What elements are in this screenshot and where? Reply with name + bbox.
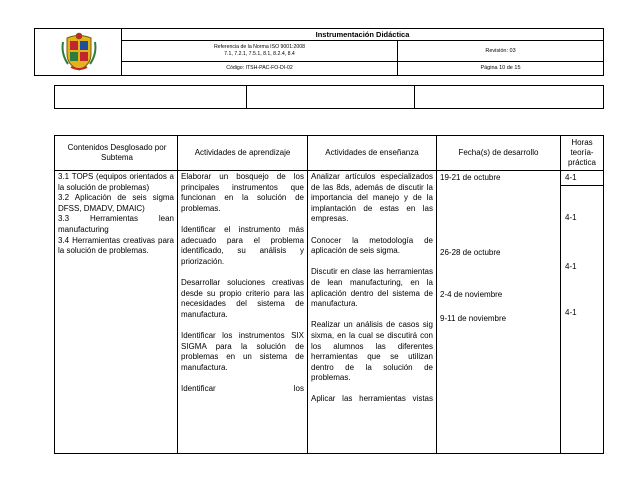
hours-item: 4-1 — [565, 213, 577, 222]
date-item: 9-11 de noviembre — [440, 314, 507, 323]
list-item: Aplicar las herramientas vistas — [311, 394, 433, 404]
blank-cell — [415, 86, 604, 108]
list-item: Elaborar un bosquejo de los principales instrumentos que funcionan en la solución de problemas. — [181, 172, 304, 213]
norm-reference-label: Referencia de la Norma ISO 9001:2008 — [213, 44, 306, 50]
document-title: Instrumentación Didáctica — [122, 29, 603, 41]
list-item: Discutir en clase las herramientas de lean manufacturing, en la aplicación dentro del sistema de manufactura. — [311, 267, 433, 309]
list-item: Identificar el instrumento más adecuado para el problema identificado, su análisis y priorización. — [181, 224, 304, 266]
list-item: 3.4 Herramientas creativas para la solución de problemas. — [58, 235, 174, 256]
document-code: Código: ITSH-PAC-FO-DI-02 — [122, 62, 398, 75]
teaching-activities-cell — [311, 172, 433, 452]
logo-cell — [35, 29, 122, 75]
hours-item: 4-1 — [565, 173, 577, 182]
list-item: 3.1 TOPS (equipos orientados a la solución de problemas) — [58, 172, 174, 192]
date-item: 19-21 de octubre — [440, 173, 501, 182]
header-dates: Fecha(s) de desarrollo — [458, 148, 539, 157]
list-item: Conocer la metodología de aplicación de seis sigma. — [311, 235, 433, 256]
page-number: Página 10 de 15 — [480, 65, 521, 71]
list-item: 3.3 Herramientas lean manufacturing — [58, 214, 174, 234]
norm-clauses: 7.1, 7.2.1, 7.5.1, 8.1, 8.2.4, 8.4 — [224, 50, 295, 57]
hours-row-divider — [560, 185, 603, 186]
blank-cell — [247, 86, 415, 108]
list-item: Analizar artículos especializados de las 8ds, además de discutir la importancia del manejo y de la implantación de estas en las empresas. — [311, 172, 433, 224]
list-item: 3.2 Aplicación de seis sigma DFSS, DMADV, DMAIC) — [58, 193, 174, 213]
date-item: 26-28 de octubre — [440, 248, 501, 257]
learning-activities-cell — [181, 172, 304, 452]
column-divider — [560, 136, 561, 453]
list-item: Realizar un análisis de casos sig sixma, en la cual se discutirá con los alumnos las diferentes herramientas que se utilizan dentro de la solución de problemas. — [311, 320, 433, 383]
header-contents: Contenidos Desglosado por Subtema — [67, 143, 167, 162]
document-header — [34, 28, 604, 76]
column-divider — [436, 136, 437, 453]
list-item: Desarrollar soluciones creativas desde su propio criterio para las necesidades del sistema de manufactura. — [181, 277, 304, 319]
list-item: Identificar los — [181, 383, 304, 393]
header-teaching-activities: Actividades de enseñanza — [325, 148, 419, 157]
hours-item: 4-1 — [565, 308, 577, 317]
blank-cell — [55, 86, 247, 108]
column-divider — [307, 136, 308, 453]
didactic-table — [54, 135, 604, 454]
institution-logo-icon — [59, 32, 99, 72]
norm-reference — [122, 41, 398, 62]
header-hours: Horas teoría-práctica — [567, 138, 596, 167]
header-learning-activities: Actividades de aprendizaje — [194, 148, 291, 157]
hours-item: 4-1 — [565, 262, 577, 271]
revision-label: Revisión: 03 — [398, 41, 603, 62]
header-divider — [55, 170, 603, 171]
blank-info-row — [54, 85, 604, 109]
contents-cell — [58, 172, 174, 257]
list-item: Identificar los instrumentos SIX SIGMA para la solución de problemas en un sistema de manufactura. — [181, 330, 304, 372]
date-item: 2-4 de noviembre — [440, 290, 503, 299]
column-divider — [177, 136, 178, 453]
